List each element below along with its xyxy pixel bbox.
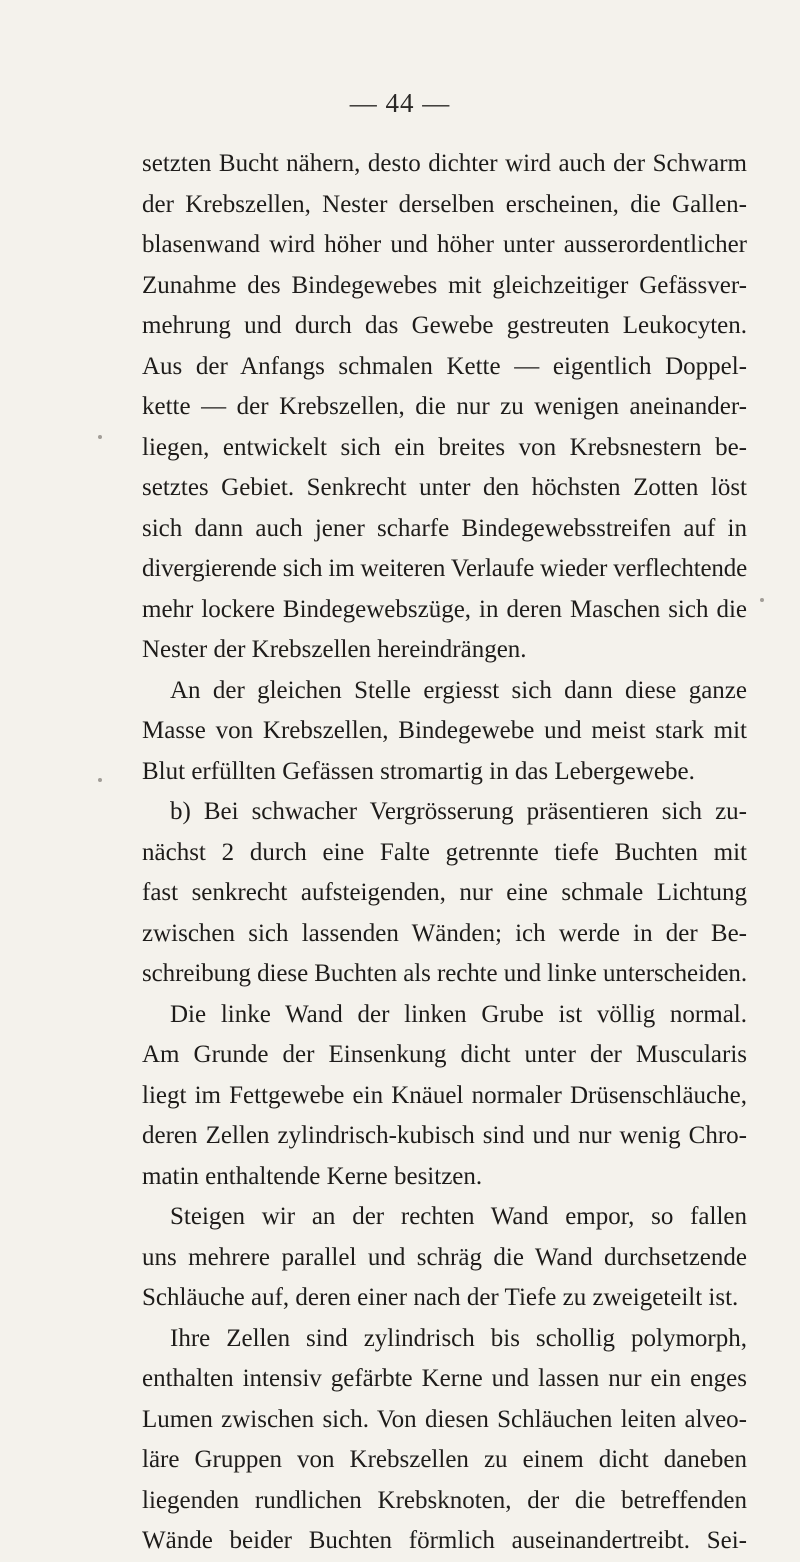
text-line: enthalten intensiv gefärbte Kerne und lassen nur ein enges [142, 1365, 747, 1392]
text-line: läre Gruppen von Krebszellen zu einem dicht daneben [142, 1446, 747, 1473]
page-number: — 44 — [349, 88, 451, 118]
text-line: sich dann auch jener scharfe Bindegewebsstreifen auf in [142, 514, 747, 542]
text-line: Lumen zwischen sich. Von diesen Schläuchen leiten alveo- [142, 1405, 747, 1433]
text-line: nächst 2 durch eine Falte getrennte tiefe Buchten mit [142, 838, 747, 866]
text-line: schreibung diese Buchten als rechte und linke unterscheiden. [142, 960, 747, 987]
text-line: Nester der Krebszellen hereindrängen. [142, 636, 527, 663]
text-line: setzten Bucht nähern, desto dichter wird auch der Schwarm [142, 150, 747, 177]
text-line: Wände beider Buchten förmlich auseinandertreibt. Sei- [142, 1527, 747, 1554]
margin-speck [98, 778, 102, 782]
text-line: Zunahme des Bindegewebes mit gleichzeitiger Gefässver- [142, 271, 747, 299]
text-line: liegen, entwickelt sich ein breites von Krebsnestern be- [142, 433, 747, 461]
text-line: mehrung und durch das Gewebe gestreuten Leukocyten. [142, 312, 747, 339]
text-line: Aus der Anfangs schmalen Kette — eigentlich Doppel- [142, 352, 747, 380]
text-line: Masse von Krebszellen, Bindegewebe und meist stark mit [142, 717, 747, 744]
text-line: zwischen sich lassenden Wänden; ich werde in der Be- [142, 919, 747, 947]
text-line: uns mehrere parallel und schräg die Wand durchsetzende [142, 1243, 747, 1271]
margin-speck [760, 598, 764, 602]
body-text [142, 144, 747, 1562]
text-line: Am Grunde der Einsenkung dicht unter der Muscularis [142, 1041, 747, 1068]
text-line: der Krebszellen, Nester derselben erscheinen, die Gallen- [142, 190, 747, 218]
text-line: setztes Gebiet. Senkrecht unter den höchsten Zotten löst [142, 474, 747, 501]
text-line: liegt im Fettgewebe ein Knäuel normaler Drüsenschläuche, [142, 1081, 747, 1109]
text-line: Ihre Zellen sind zylindrisch bis schollig polymorph, [170, 1324, 747, 1352]
text-line: Steigen wir an der rechten Wand empor, so fallen [170, 1203, 747, 1230]
text-line: deren Zellen zylindrisch-kubisch sind und nur wenig Chro- [142, 1122, 747, 1149]
text-line: mehr lockere Bindegewebszüge, in deren Maschen sich die [142, 595, 747, 623]
margin-speck [98, 435, 102, 439]
text-line: blasenwand wird höher und höher unter ausserordentlicher [142, 231, 747, 258]
text-line: fast senkrecht aufsteigenden, nur eine schmale Lichtung [142, 879, 747, 906]
text-line: Die linke Wand der linken Grube ist völlig normal. [170, 1000, 747, 1028]
text-line: matin enthaltende Kerne besitzen. [142, 1162, 483, 1190]
text-line: An der gleichen Stelle ergiesst sich dann diese ganze [170, 676, 747, 704]
text-line: kette — der Krebszellen, die nur zu wenigen aneinander- [142, 393, 747, 420]
text-line: b) Bei schwacher Vergrösserung präsentieren sich zu- [170, 798, 747, 825]
text-line: liegenden rundlichen Krebsknoten, der die betreffenden [142, 1486, 747, 1514]
text-line: Schläuche auf, deren einer nach der Tiefe zu zweigeteilt ist. [142, 1284, 739, 1311]
text-line: Blut erfüllten Gefässen stromartig in das Lebergewebe. [142, 757, 695, 785]
text-line: divergierende sich im weiteren Verlaufe wieder verflechtende [142, 555, 747, 582]
